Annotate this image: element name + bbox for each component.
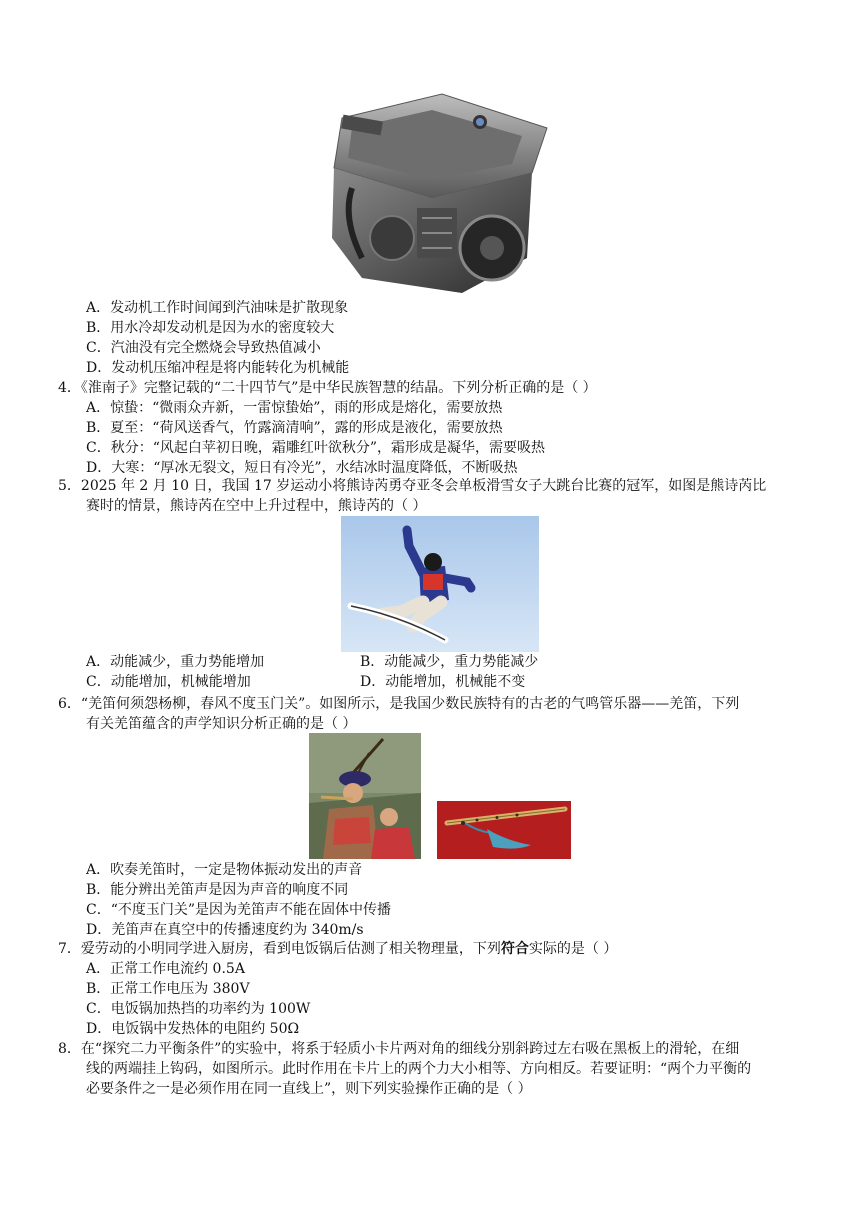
q7-option-b: B．正常工作电压为 380V — [86, 981, 250, 997]
q5-option-c: C．动能增加，机械能增加 — [86, 674, 251, 690]
q3-option-d: D．发动机压缩冲程是将内能转化为机械能 — [86, 360, 350, 376]
q7-stem-pre: 7．爱劳动的小明同学进入厨房，看到电饭锅后估测了相关物理量，下列 — [58, 941, 501, 957]
q8-line3: 必要条件之一是必须作用在同一直线上”，则下列实验操作正确的是（ ） — [86, 1081, 532, 1097]
snowboarder-image — [341, 516, 539, 652]
q3-option-b: B．用水冷却发动机是因为水的密度较大 — [86, 320, 335, 336]
q6-stem-line2: 有关羌笛蕴含的声学知识分析正确的是（ ） — [86, 716, 357, 732]
q3-option-a: A．发动机工作时间闻到汽油味是扩散现象 — [86, 300, 349, 316]
q5-stem-line2: 赛时的情景，熊诗芮在空中上升过程中，熊诗芮的（ ） — [86, 498, 427, 514]
q4-option-d: D．大寒：“厚冰无裂文，短日有冷光”，水结冰时温度降低，不断吸热 — [86, 460, 518, 476]
q7-stem — [58, 939, 617, 959]
q6-option-d: D．羌笛声在真空中的传播速度约为 340m/s — [86, 922, 364, 938]
qiangdi-player-image — [309, 733, 421, 859]
q8-line2: 线的两端挂上钩码，如图所示。此时作用在卡片上的两个力大小相等、方向相反。若要证明：“两个力平衡的 — [86, 1061, 752, 1077]
q6-stem-line1: 6．“羌笛何须怨杨柳，春风不度玉门关”。如图所示，是我国少数民族特有的古老的气鸣管乐器——羌笛，下列 — [58, 696, 740, 712]
q3-option-c: C．汽油没有完全燃烧会导致热值减小 — [86, 340, 321, 356]
q5-option-b: B．动能减少，重力势能减少 — [360, 654, 539, 670]
q4-option-b: B．夏至：“荷风送香气，竹露滴清响”，露的形成是液化，需要放热 — [86, 420, 503, 436]
q6-option-b: B．能分辨出羌笛声是因为声音的响度不同 — [86, 882, 349, 898]
q4-option-a: A．惊蛰：“微雨众卉新，一雷惊蛰始”，雨的形成是熔化，需要放热 — [86, 400, 503, 416]
q7-option-c: C．电饭锅加热挡的功率约为 100W — [86, 1001, 311, 1017]
q4-stem: 4．《淮南子》完整记载的“二十四节气”是中华民族智慧的结晶。下列分析正确的是（ ） — [58, 380, 597, 396]
q5-option-a: A．动能减少，重力势能增加 — [86, 654, 265, 670]
q7-stem-post: 实际的是（ ） — [528, 941, 618, 957]
q6-option-c: C．“不度玉门关”是因为羌笛声不能在固体中传播 — [86, 902, 392, 918]
q8-line1: 8．在“探究二力平衡条件”的实验中，将系于轻质小卡片两对角的细线分别斜跨过左右吸在黑板上的滑轮，在细 — [58, 1041, 740, 1057]
q7-option-a: A．正常工作电流约 0.5A — [86, 961, 245, 977]
q5-option-d: D．动能增加，机械能不变 — [360, 674, 526, 690]
q5-stem-line1: 5．2025 年 2 月 10 日，我国 17 岁运动小将熊诗芮勇夺亚冬会单板滑雪女子大跳台比赛的冠军，如图是熊诗芮比 — [58, 478, 767, 494]
qiangdi-instrument-image — [437, 801, 571, 859]
q6-option-a: A．吹奏羌笛时，一定是物体振动发出的声音 — [86, 862, 363, 878]
q7-option-d: D．电饭锅中发热体的电阻约 50Ω — [86, 1021, 300, 1037]
q4-option-c: C．秋分：“风起白苹初日晚，霜雕红叶欲秋分”，霜形成是凝华，需要吸热 — [86, 440, 546, 456]
engine-image — [322, 88, 554, 300]
q7-stem-bold: 符合 — [500, 941, 529, 957]
